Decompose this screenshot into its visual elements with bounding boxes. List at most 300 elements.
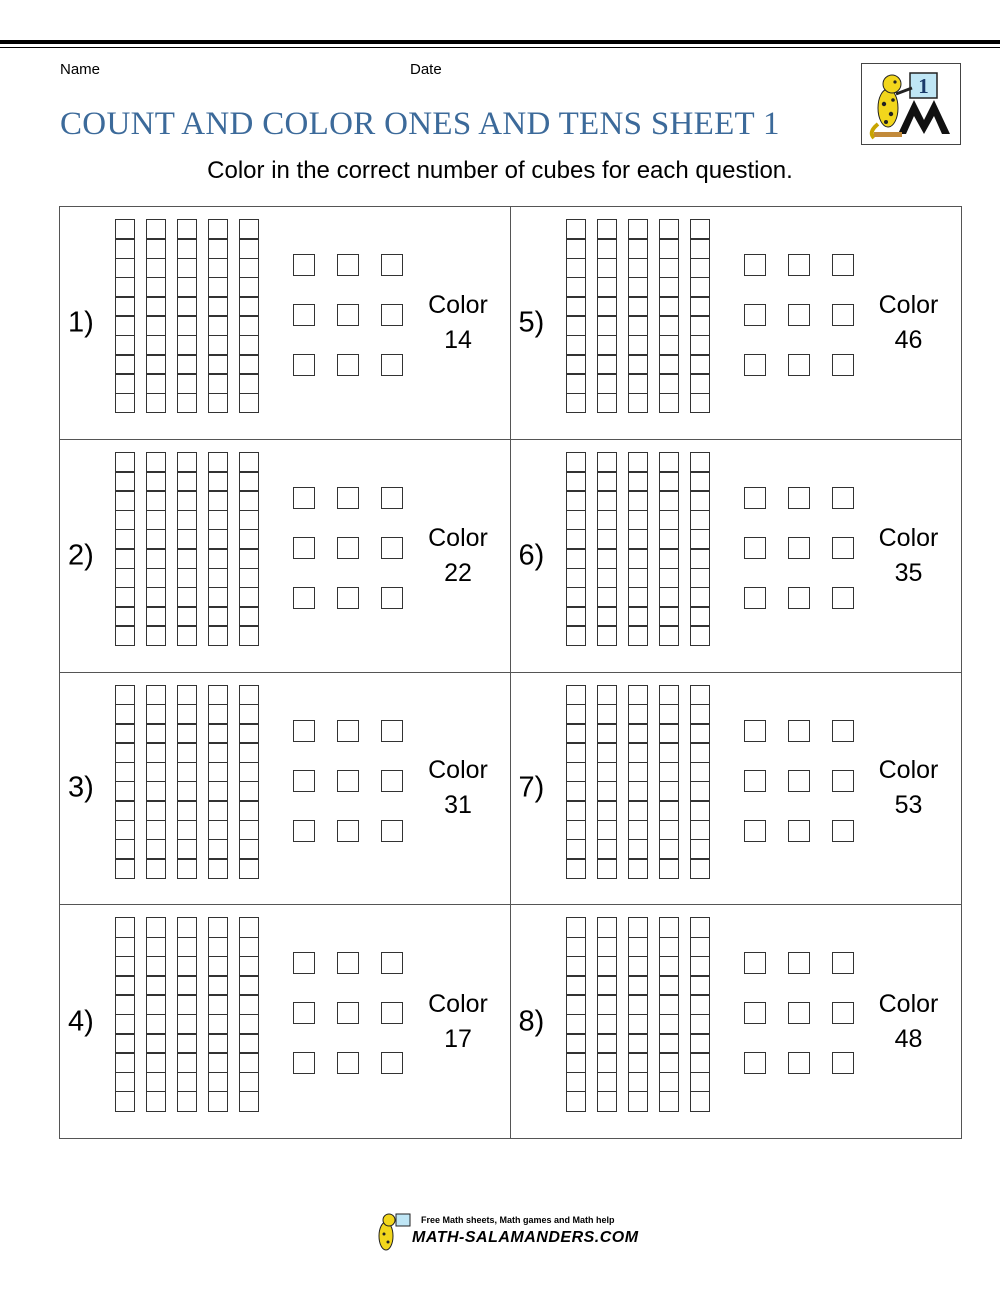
tens-cube[interactable]: [566, 762, 586, 783]
tens-cube[interactable]: [177, 587, 197, 608]
tens-cube[interactable]: [239, 238, 259, 259]
ones-cube[interactable]: [744, 1002, 766, 1024]
tens-cube[interactable]: [659, 1072, 679, 1093]
tens-cube[interactable]: [566, 937, 586, 958]
tens-cube[interactable]: [597, 277, 617, 298]
tens-cube[interactable]: [239, 1033, 259, 1054]
tens-cube[interactable]: [115, 587, 135, 608]
tens-cube[interactable]: [566, 568, 586, 589]
ones-cube[interactable]: [293, 537, 315, 559]
ones-cube[interactable]: [832, 537, 854, 559]
tens-cube[interactable]: [659, 975, 679, 996]
tens-cube[interactable]: [146, 258, 166, 279]
tens-cube[interactable]: [690, 452, 710, 473]
tens-cube[interactable]: [208, 548, 228, 569]
tens-cube[interactable]: [115, 452, 135, 473]
ones-cube[interactable]: [788, 1052, 810, 1074]
tens-cube[interactable]: [146, 277, 166, 298]
tens-cube[interactable]: [208, 1072, 228, 1093]
tens-cube[interactable]: [177, 742, 197, 763]
tens-cube[interactable]: [208, 858, 228, 879]
tens-cube[interactable]: [690, 742, 710, 763]
tens-cube[interactable]: [628, 529, 648, 550]
tens-cube[interactable]: [628, 723, 648, 744]
tens-cube[interactable]: [208, 1091, 228, 1112]
ones-cube[interactable]: [788, 1002, 810, 1024]
ones-cube[interactable]: [788, 537, 810, 559]
tens-cube[interactable]: [597, 548, 617, 569]
tens-cube[interactable]: [659, 625, 679, 646]
tens-cube[interactable]: [566, 917, 586, 938]
tens-cube[interactable]: [690, 858, 710, 879]
tens-cube[interactable]: [597, 937, 617, 958]
tens-cube[interactable]: [239, 568, 259, 589]
tens-cube[interactable]: [115, 820, 135, 841]
tens-cube[interactable]: [208, 587, 228, 608]
tens-cube[interactable]: [690, 296, 710, 317]
tens-cube[interactable]: [115, 1072, 135, 1093]
tens-cube[interactable]: [659, 1091, 679, 1112]
tens-cube[interactable]: [115, 975, 135, 996]
ones-cube[interactable]: [293, 1052, 315, 1074]
tens-cube[interactable]: [597, 587, 617, 608]
tens-cube[interactable]: [659, 742, 679, 763]
tens-cube[interactable]: [146, 219, 166, 240]
tens-cube[interactable]: [628, 393, 648, 414]
tens-cube[interactable]: [239, 820, 259, 841]
tens-cube[interactable]: [659, 219, 679, 240]
tens-cube[interactable]: [208, 820, 228, 841]
tens-cube[interactable]: [659, 781, 679, 802]
tens-cube[interactable]: [146, 917, 166, 938]
tens-cube[interactable]: [177, 548, 197, 569]
tens-cube[interactable]: [659, 238, 679, 259]
tens-cube[interactable]: [690, 219, 710, 240]
tens-cube[interactable]: [690, 1091, 710, 1112]
tens-cube[interactable]: [239, 704, 259, 725]
tens-cube[interactable]: [177, 335, 197, 356]
tens-cube[interactable]: [690, 956, 710, 977]
ones-cube[interactable]: [293, 1002, 315, 1024]
tens-cube[interactable]: [628, 937, 648, 958]
ones-cube[interactable]: [832, 304, 854, 326]
tens-cube[interactable]: [115, 723, 135, 744]
tens-cube[interactable]: [628, 471, 648, 492]
tens-cube[interactable]: [597, 452, 617, 473]
tens-cube[interactable]: [146, 373, 166, 394]
tens-cube[interactable]: [115, 393, 135, 414]
tens-cube[interactable]: [239, 956, 259, 977]
tens-cube[interactable]: [566, 994, 586, 1015]
tens-cube[interactable]: [208, 296, 228, 317]
tens-cube[interactable]: [690, 315, 710, 336]
tens-cube[interactable]: [659, 277, 679, 298]
tens-cube[interactable]: [659, 606, 679, 627]
ones-cube[interactable]: [744, 487, 766, 509]
tens-cube[interactable]: [115, 1014, 135, 1035]
tens-cube[interactable]: [239, 781, 259, 802]
tens-cube[interactable]: [690, 1072, 710, 1093]
tens-cube[interactable]: [597, 685, 617, 706]
tens-cube[interactable]: [690, 335, 710, 356]
tens-cube[interactable]: [115, 839, 135, 860]
tens-cube[interactable]: [628, 704, 648, 725]
tens-cube[interactable]: [115, 354, 135, 375]
tens-cube[interactable]: [208, 956, 228, 977]
tens-cube[interactable]: [690, 975, 710, 996]
tens-cube[interactable]: [208, 1014, 228, 1035]
tens-cube[interactable]: [690, 393, 710, 414]
tens-cube[interactable]: [566, 742, 586, 763]
tens-cube[interactable]: [239, 373, 259, 394]
tens-cube[interactable]: [239, 490, 259, 511]
tens-cube[interactable]: [597, 625, 617, 646]
tens-cube[interactable]: [115, 568, 135, 589]
tens-cube[interactable]: [146, 1052, 166, 1073]
tens-cube[interactable]: [208, 1052, 228, 1073]
tens-cube[interactable]: [690, 820, 710, 841]
tens-cube[interactable]: [597, 606, 617, 627]
tens-cube[interactable]: [690, 781, 710, 802]
tens-cube[interactable]: [239, 452, 259, 473]
tens-cube[interactable]: [659, 471, 679, 492]
ones-cube[interactable]: [832, 487, 854, 509]
tens-cube[interactable]: [628, 452, 648, 473]
tens-cube[interactable]: [566, 219, 586, 240]
ones-cube[interactable]: [788, 304, 810, 326]
tens-cube[interactable]: [597, 704, 617, 725]
tens-cube[interactable]: [177, 625, 197, 646]
tens-cube[interactable]: [690, 277, 710, 298]
ones-cube[interactable]: [337, 1002, 359, 1024]
ones-cube[interactable]: [381, 587, 403, 609]
tens-cube[interactable]: [177, 510, 197, 531]
tens-cube[interactable]: [566, 956, 586, 977]
tens-cube[interactable]: [690, 723, 710, 744]
tens-cube[interactable]: [597, 315, 617, 336]
tens-cube[interactable]: [690, 568, 710, 589]
tens-cube[interactable]: [690, 510, 710, 531]
tens-cube[interactable]: [690, 1052, 710, 1073]
tens-cube[interactable]: [115, 704, 135, 725]
tens-cube[interactable]: [115, 529, 135, 550]
ones-cube[interactable]: [832, 1052, 854, 1074]
tens-cube[interactable]: [239, 315, 259, 336]
tens-cube[interactable]: [146, 548, 166, 569]
tens-cube[interactable]: [177, 858, 197, 879]
tens-cube[interactable]: [208, 238, 228, 259]
tens-cube[interactable]: [208, 1033, 228, 1054]
tens-cube[interactable]: [628, 335, 648, 356]
ones-cube[interactable]: [381, 1002, 403, 1024]
tens-cube[interactable]: [146, 568, 166, 589]
tens-cube[interactable]: [146, 956, 166, 977]
tens-cube[interactable]: [628, 1091, 648, 1112]
tens-cube[interactable]: [239, 625, 259, 646]
tens-cube[interactable]: [208, 625, 228, 646]
tens-cube[interactable]: [177, 762, 197, 783]
tens-cube[interactable]: [146, 858, 166, 879]
tens-cube[interactable]: [115, 800, 135, 821]
tens-cube[interactable]: [597, 858, 617, 879]
tens-cube[interactable]: [115, 917, 135, 938]
tens-cube[interactable]: [690, 917, 710, 938]
tens-cube[interactable]: [597, 296, 617, 317]
tens-cube[interactable]: [566, 393, 586, 414]
tens-cube[interactable]: [115, 335, 135, 356]
tens-cube[interactable]: [146, 685, 166, 706]
tens-cube[interactable]: [239, 393, 259, 414]
tens-cube[interactable]: [659, 354, 679, 375]
tens-cube[interactable]: [239, 762, 259, 783]
tens-cube[interactable]: [208, 219, 228, 240]
tens-cube[interactable]: [146, 800, 166, 821]
tens-cube[interactable]: [659, 800, 679, 821]
tens-cube[interactable]: [177, 956, 197, 977]
ones-cube[interactable]: [832, 720, 854, 742]
tens-cube[interactable]: [146, 1072, 166, 1093]
ones-cube[interactable]: [337, 770, 359, 792]
tens-cube[interactable]: [597, 393, 617, 414]
ones-cube[interactable]: [832, 952, 854, 974]
ones-cube[interactable]: [788, 720, 810, 742]
tens-cube[interactable]: [628, 781, 648, 802]
tens-cube[interactable]: [239, 975, 259, 996]
tens-cube[interactable]: [177, 568, 197, 589]
tens-cube[interactable]: [566, 490, 586, 511]
tens-cube[interactable]: [177, 723, 197, 744]
tens-cube[interactable]: [146, 490, 166, 511]
ones-cube[interactable]: [381, 354, 403, 376]
tens-cube[interactable]: [690, 1014, 710, 1035]
tens-cube[interactable]: [177, 937, 197, 958]
tens-cube[interactable]: [628, 606, 648, 627]
tens-cube[interactable]: [177, 1052, 197, 1073]
ones-cube[interactable]: [337, 354, 359, 376]
tens-cube[interactable]: [146, 529, 166, 550]
tens-cube[interactable]: [177, 296, 197, 317]
tens-cube[interactable]: [208, 568, 228, 589]
tens-cube[interactable]: [146, 723, 166, 744]
tens-cube[interactable]: [239, 606, 259, 627]
ones-cube[interactable]: [832, 1002, 854, 1024]
tens-cube[interactable]: [177, 917, 197, 938]
ones-cube[interactable]: [744, 354, 766, 376]
tens-cube[interactable]: [115, 685, 135, 706]
tens-cube[interactable]: [177, 452, 197, 473]
tens-cube[interactable]: [208, 800, 228, 821]
tens-cube[interactable]: [177, 1033, 197, 1054]
tens-cube[interactable]: [208, 510, 228, 531]
tens-cube[interactable]: [146, 1091, 166, 1112]
ones-cube[interactable]: [381, 952, 403, 974]
ones-cube[interactable]: [337, 254, 359, 276]
ones-cube[interactable]: [381, 537, 403, 559]
tens-cube[interactable]: [208, 762, 228, 783]
tens-cube[interactable]: [208, 373, 228, 394]
tens-cube[interactable]: [177, 704, 197, 725]
tens-cube[interactable]: [177, 471, 197, 492]
tens-cube[interactable]: [628, 1072, 648, 1093]
ones-cube[interactable]: [293, 952, 315, 974]
tens-cube[interactable]: [628, 315, 648, 336]
tens-cube[interactable]: [177, 219, 197, 240]
tens-cube[interactable]: [239, 277, 259, 298]
tens-cube[interactable]: [659, 258, 679, 279]
ones-cube[interactable]: [381, 770, 403, 792]
tens-cube[interactable]: [628, 858, 648, 879]
ones-cube[interactable]: [788, 487, 810, 509]
tens-cube[interactable]: [690, 548, 710, 569]
ones-cube[interactable]: [293, 487, 315, 509]
tens-cube[interactable]: [239, 839, 259, 860]
tens-cube[interactable]: [566, 335, 586, 356]
ones-cube[interactable]: [744, 720, 766, 742]
tens-cube[interactable]: [177, 839, 197, 860]
tens-cube[interactable]: [690, 606, 710, 627]
ones-cube[interactable]: [744, 254, 766, 276]
tens-cube[interactable]: [115, 956, 135, 977]
ones-cube[interactable]: [788, 254, 810, 276]
tens-cube[interactable]: [208, 704, 228, 725]
tens-cube[interactable]: [146, 587, 166, 608]
tens-cube[interactable]: [239, 296, 259, 317]
ones-cube[interactable]: [293, 587, 315, 609]
tens-cube[interactable]: [208, 994, 228, 1015]
tens-cube[interactable]: [239, 742, 259, 763]
tens-cube[interactable]: [659, 723, 679, 744]
tens-cube[interactable]: [659, 917, 679, 938]
tens-cube[interactable]: [115, 296, 135, 317]
ones-cube[interactable]: [293, 354, 315, 376]
tens-cube[interactable]: [115, 471, 135, 492]
tens-cube[interactable]: [690, 937, 710, 958]
tens-cube[interactable]: [208, 723, 228, 744]
tens-cube[interactable]: [690, 839, 710, 860]
tens-cube[interactable]: [115, 277, 135, 298]
ones-cube[interactable]: [788, 952, 810, 974]
tens-cube[interactable]: [239, 1091, 259, 1112]
tens-cube[interactable]: [597, 1014, 617, 1035]
tens-cube[interactable]: [146, 1014, 166, 1035]
tens-cube[interactable]: [239, 354, 259, 375]
tens-cube[interactable]: [146, 510, 166, 531]
tens-cube[interactable]: [208, 471, 228, 492]
tens-cube[interactable]: [597, 742, 617, 763]
tens-cube[interactable]: [659, 452, 679, 473]
ones-cube[interactable]: [788, 770, 810, 792]
tens-cube[interactable]: [597, 1091, 617, 1112]
tens-cube[interactable]: [208, 315, 228, 336]
tens-cube[interactable]: [115, 858, 135, 879]
tens-cube[interactable]: [659, 704, 679, 725]
ones-cube[interactable]: [293, 820, 315, 842]
tens-cube[interactable]: [177, 1091, 197, 1112]
ones-cube[interactable]: [744, 770, 766, 792]
tens-cube[interactable]: [597, 975, 617, 996]
ones-cube[interactable]: [744, 537, 766, 559]
tens-cube[interactable]: [239, 587, 259, 608]
tens-cube[interactable]: [690, 625, 710, 646]
tens-cube[interactable]: [628, 1033, 648, 1054]
tens-cube[interactable]: [146, 393, 166, 414]
tens-cube[interactable]: [239, 723, 259, 744]
tens-cube[interactable]: [177, 781, 197, 802]
tens-cube[interactable]: [208, 529, 228, 550]
tens-cube[interactable]: [597, 781, 617, 802]
tens-cube[interactable]: [690, 704, 710, 725]
tens-cube[interactable]: [115, 1091, 135, 1112]
tens-cube[interactable]: [146, 742, 166, 763]
tens-cube[interactable]: [208, 937, 228, 958]
tens-cube[interactable]: [628, 296, 648, 317]
ones-cube[interactable]: [381, 1052, 403, 1074]
tens-cube[interactable]: [566, 858, 586, 879]
tens-cube[interactable]: [690, 587, 710, 608]
tens-cube[interactable]: [566, 1052, 586, 1073]
tens-cube[interactable]: [177, 820, 197, 841]
ones-cube[interactable]: [381, 254, 403, 276]
tens-cube[interactable]: [177, 1014, 197, 1035]
tens-cube[interactable]: [690, 471, 710, 492]
tens-cube[interactable]: [628, 490, 648, 511]
tens-cube[interactable]: [566, 606, 586, 627]
tens-cube[interactable]: [659, 315, 679, 336]
tens-cube[interactable]: [208, 685, 228, 706]
tens-cube[interactable]: [146, 354, 166, 375]
tens-cube[interactable]: [115, 937, 135, 958]
tens-cube[interactable]: [628, 510, 648, 531]
tens-cube[interactable]: [597, 839, 617, 860]
tens-cube[interactable]: [566, 471, 586, 492]
tens-cube[interactable]: [177, 529, 197, 550]
ones-cube[interactable]: [337, 487, 359, 509]
tens-cube[interactable]: [146, 471, 166, 492]
tens-cube[interactable]: [208, 490, 228, 511]
tens-cube[interactable]: [146, 839, 166, 860]
tens-cube[interactable]: [597, 510, 617, 531]
tens-cube[interactable]: [659, 956, 679, 977]
tens-cube[interactable]: [628, 762, 648, 783]
tens-cube[interactable]: [690, 238, 710, 259]
tens-cube[interactable]: [659, 994, 679, 1015]
tens-cube[interactable]: [690, 994, 710, 1015]
tens-cube[interactable]: [659, 685, 679, 706]
tens-cube[interactable]: [659, 373, 679, 394]
tens-cube[interactable]: [628, 839, 648, 860]
tens-cube[interactable]: [239, 529, 259, 550]
tens-cube[interactable]: [628, 219, 648, 240]
tens-cube[interactable]: [566, 258, 586, 279]
ones-cube[interactable]: [381, 304, 403, 326]
tens-cube[interactable]: [659, 568, 679, 589]
tens-cube[interactable]: [690, 800, 710, 821]
tens-cube[interactable]: [146, 1033, 166, 1054]
tens-cube[interactable]: [566, 820, 586, 841]
ones-cube[interactable]: [832, 770, 854, 792]
tens-cube[interactable]: [597, 568, 617, 589]
tens-cube[interactable]: [146, 781, 166, 802]
tens-cube[interactable]: [177, 238, 197, 259]
tens-cube[interactable]: [566, 510, 586, 531]
tens-cube[interactable]: [566, 587, 586, 608]
tens-cube[interactable]: [628, 568, 648, 589]
tens-cube[interactable]: [146, 937, 166, 958]
tens-cube[interactable]: [659, 587, 679, 608]
tens-cube[interactable]: [628, 975, 648, 996]
ones-cube[interactable]: [293, 304, 315, 326]
tens-cube[interactable]: [597, 490, 617, 511]
